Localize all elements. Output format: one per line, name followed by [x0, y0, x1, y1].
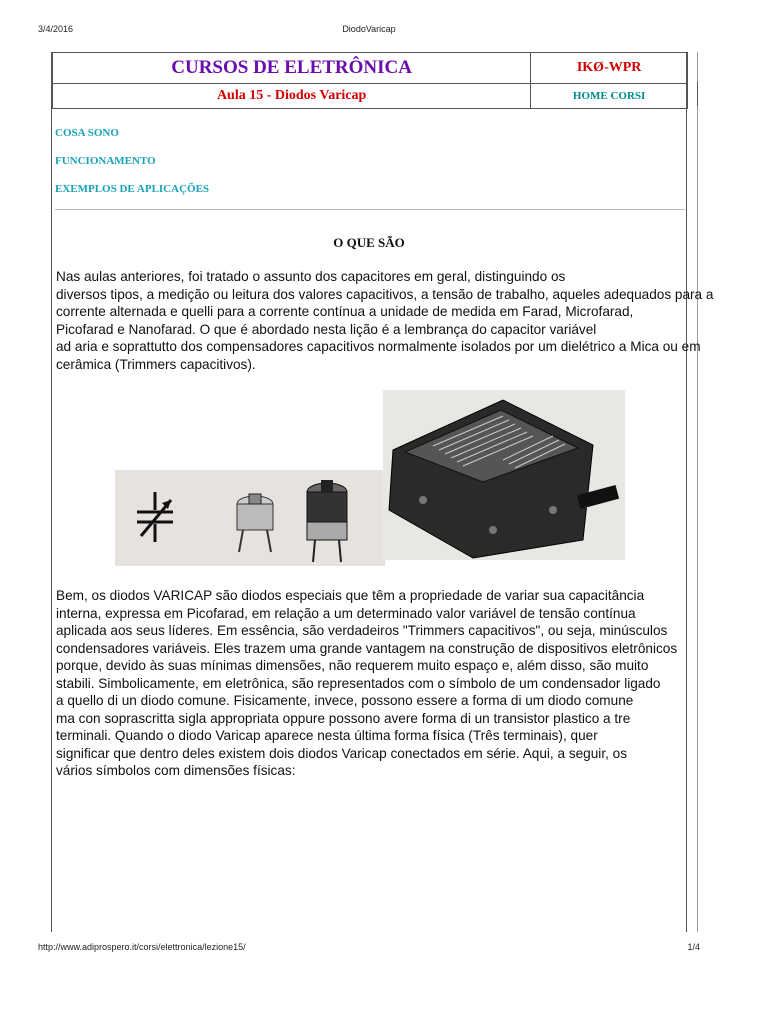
print-url: http://www.adiprospero.it/corsi/elettronica/lezione15/: [38, 942, 246, 952]
body-line: ma con soprascritta sigla appropriata oppure possono avere forma di un transistor plastico a tre: [56, 710, 631, 726]
print-doc-title: DiodoVaricap: [342, 24, 396, 34]
lesson-title: Aula 15 - Diodos Varicap: [53, 84, 531, 109]
print-date: 3/4/2016: [38, 24, 74, 34]
site-title: CURSOS DE ELETRÔNICA: [53, 53, 531, 84]
home-corsi-link[interactable]: HOME CORSI: [531, 84, 688, 109]
intro-line: Nas aulas anteriores, foi tratado o assunto dos capacitores em geral, distinguindo os: [56, 269, 566, 284]
section-title: O QUE SÃO: [333, 235, 405, 250]
divider: [55, 209, 685, 210]
body-line: interna, expressa em Picofarad, em relação a um determinado valor variável de tensão contínua: [56, 605, 636, 621]
frame-right-border: [686, 52, 687, 932]
body-line: significar que dentro deles existem dois diodos Varicap conectados em série. Aqui, a seguir, os: [56, 745, 628, 761]
body-line: Bem, os diodos VARICAP são diodos especiais que têm a propriedade de variar sua capacitância: [56, 588, 645, 603]
body-line: condensadores variáveis. Eles trazem uma grande vantagem na construção de dispositivos eletrônicos: [56, 640, 678, 656]
air-variable-capacitor-image: [383, 390, 625, 560]
body-line: stabili. Simbolicamente, em eletrônica, são representados com o símbolo de um condensador ligado: [56, 675, 661, 691]
body-line: a quello di un diodo comune. Fisicamente, invece, possono essere a forma di um diodo comune: [56, 693, 634, 708]
body-line: vários símbolos com dimensões físicas:: [56, 763, 296, 778]
intro-line: diversos tipos, a medição ou leitura dos valores capacitivos, a tensão de trabalho, aqueles adequados para a: [56, 286, 714, 302]
body-line: porque, devido às suas mínimas dimensões, não requerem muito espaço e, além disso, são muito: [56, 658, 649, 673]
callsign: IKØ-WPR: [531, 53, 688, 84]
intro-line: Picofarad e Nanofarad. O que é abordado nesta lição é a lembrança do capacitor variável: [56, 321, 597, 337]
print-page-number: 1/4: [687, 942, 700, 952]
body-line: aplicada aos seus líderes. Em essência, são verdadeiros "Trimmers capacitivos", ou seja, minúsculos: [56, 623, 668, 638]
nav-link-exemplos[interactable]: EXEMPLOS DE APLICAÇÕES: [55, 183, 210, 195]
body-paragraph: [56, 587, 677, 780]
frame-left-border: [51, 52, 52, 932]
intro-line: ad aria e soprattutto dos compensadores capacitivos normalmente isolados por um dielétrico a Mica ou em: [56, 339, 701, 354]
nav-link-funcionamento[interactable]: FUNCIONAMENTO: [55, 155, 156, 167]
header-table: [52, 52, 688, 109]
body-line: terminali. Quando o diodo Varicap aparece nesta última forma física (Três terminais), quer: [56, 728, 598, 743]
frame-right-outer-border: [697, 52, 698, 932]
intro-line: corrente alternada e quelli para a corrente contínua a unidade de medida em Farad, Microfarad,: [56, 304, 634, 319]
nav-link-cosa-sono[interactable]: COSA SONO: [55, 127, 119, 139]
trimmer-capacitors-image: [115, 470, 385, 566]
intro-paragraph: [56, 268, 713, 373]
intro-line: cerâmica (Trimmers capacitivos).: [56, 356, 256, 372]
header-extra-cell: [686, 82, 698, 106]
